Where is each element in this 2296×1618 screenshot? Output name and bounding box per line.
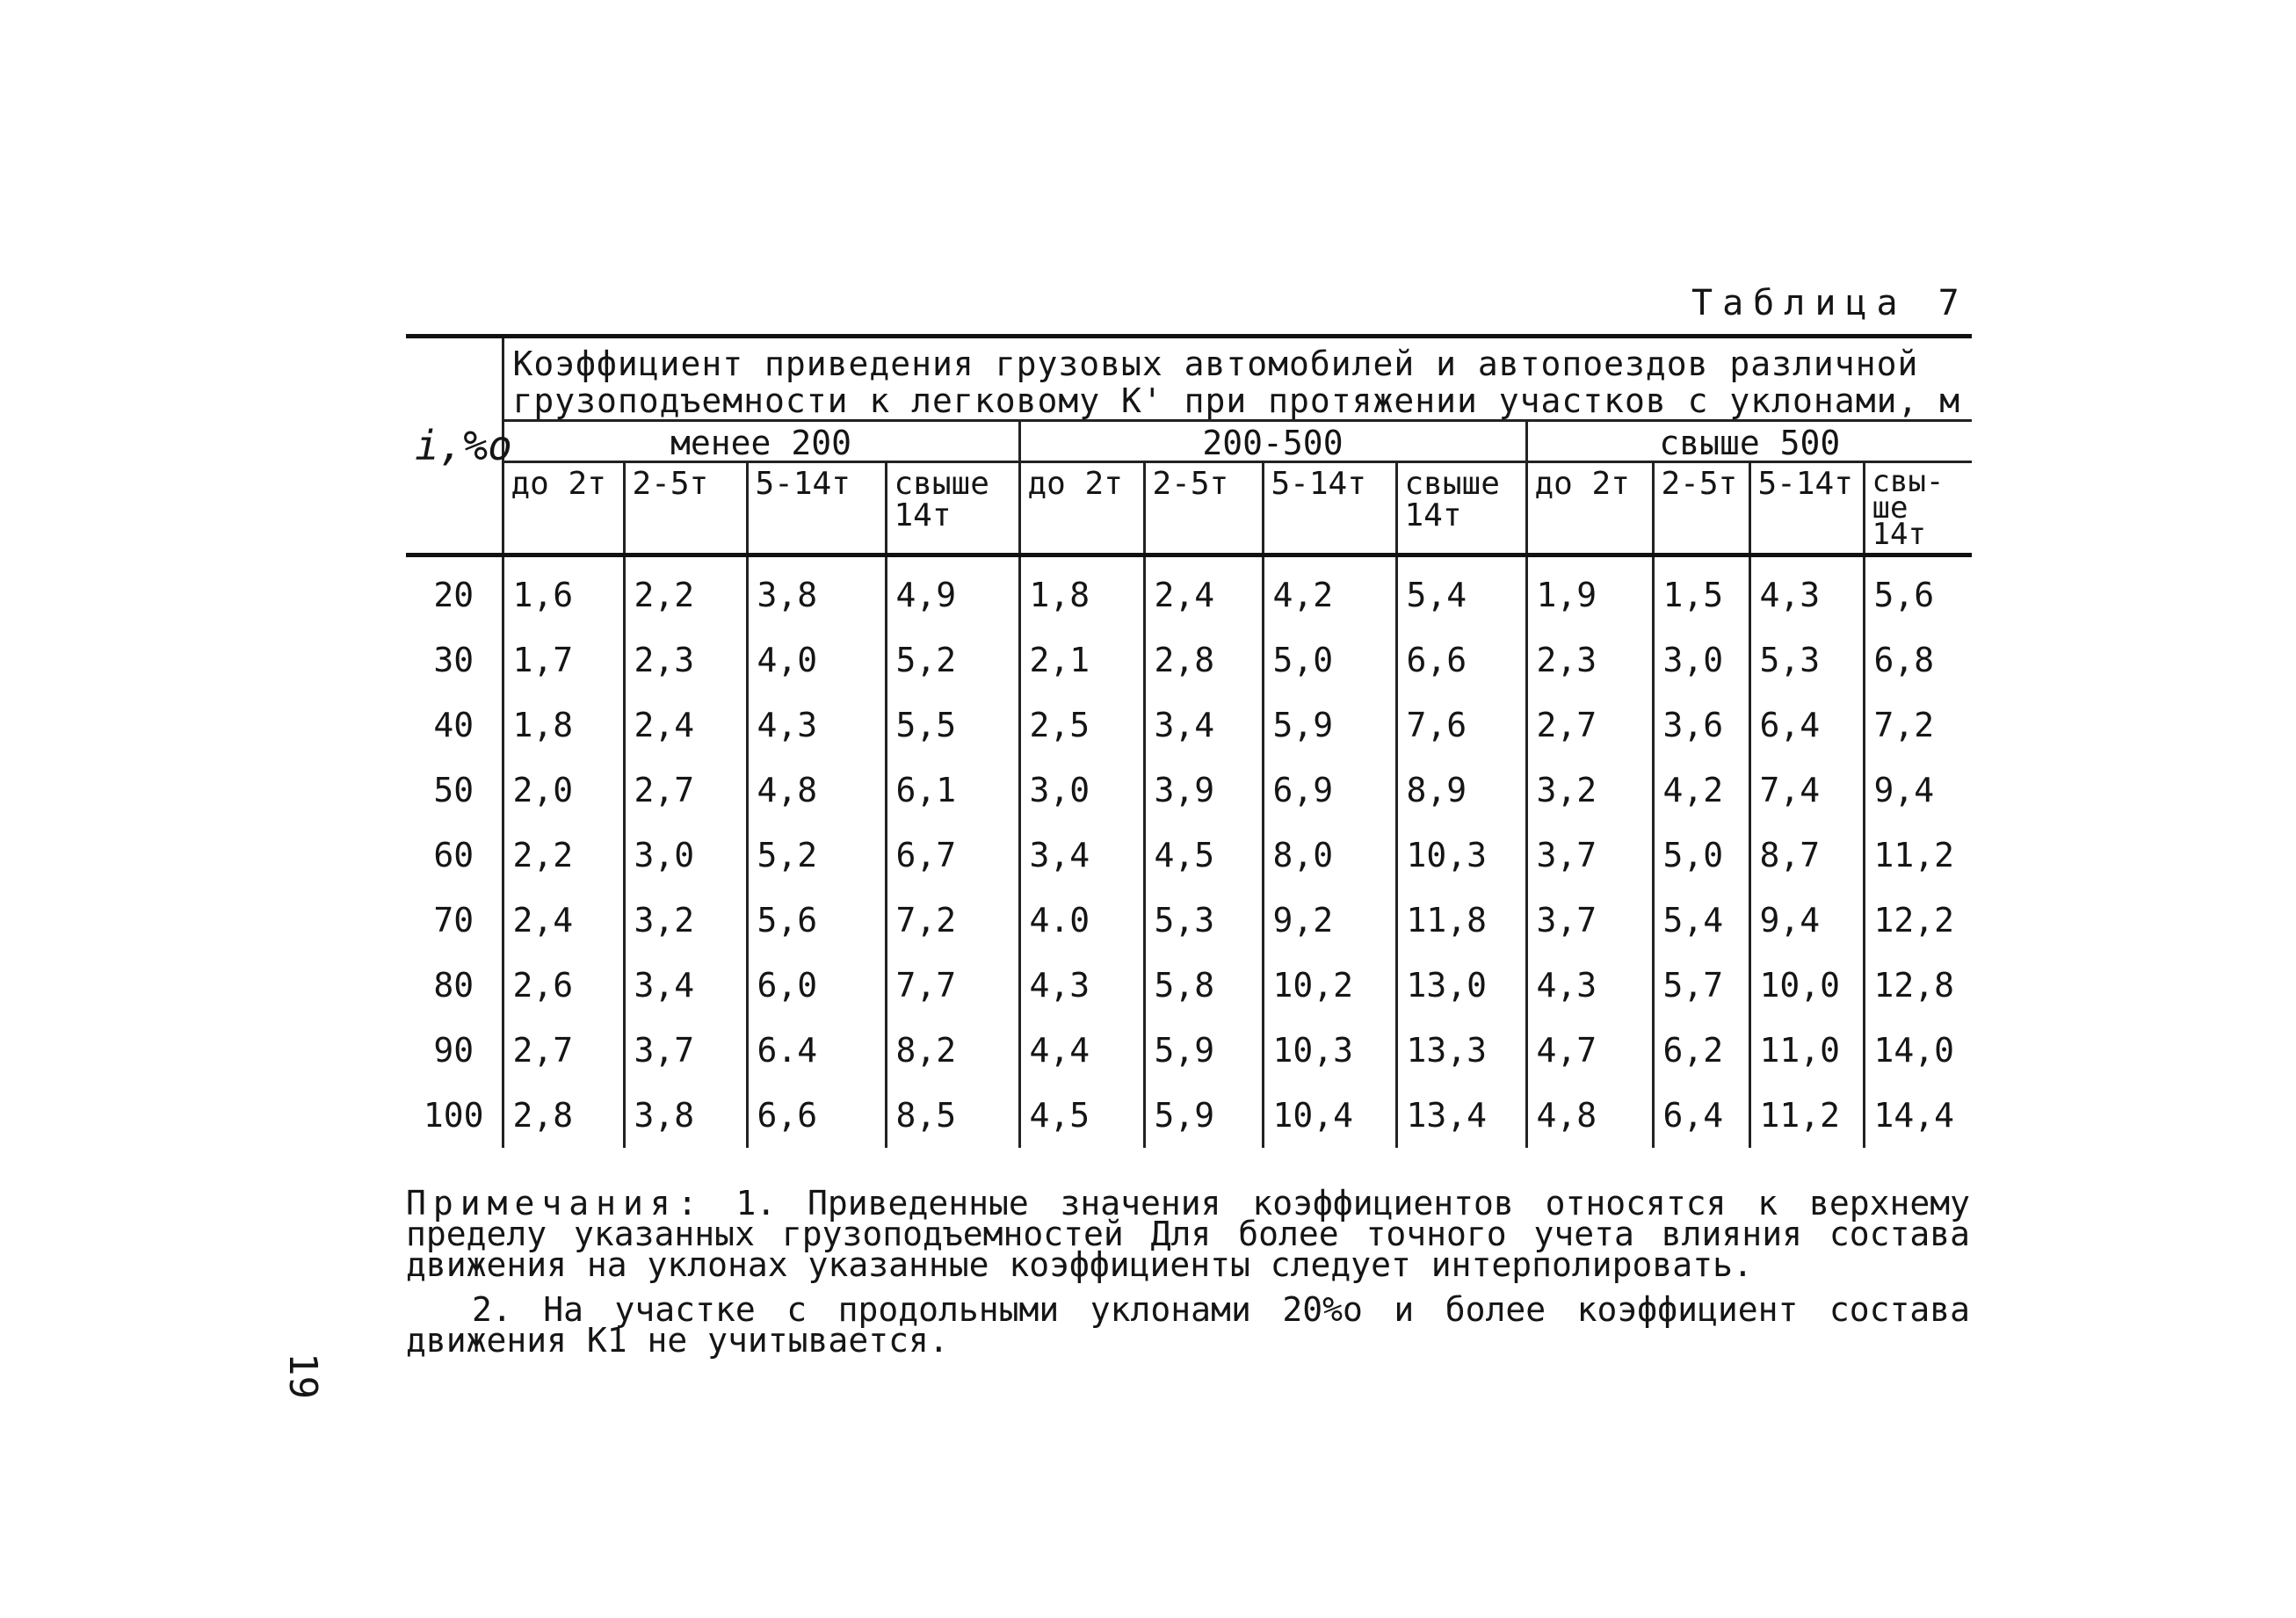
coefficient-cell: 4,5 — [1144, 823, 1263, 888]
coefficient-cell: 11,8 — [1396, 888, 1526, 953]
coefficient-cell: 5,5 — [886, 693, 1019, 758]
coefficient-cell: 4,3 — [1749, 555, 1864, 628]
table-row — [406, 555, 1972, 628]
coefficient-cell: 1,7 — [503, 628, 624, 693]
coefficient-cell: 5,9 — [1144, 1083, 1263, 1148]
note-2: 2. На участке с продольными уклонами 20%о и более коэффициент состава движения K1 не учитывается. — [406, 1290, 1970, 1360]
grade-cell: 60 — [433, 836, 474, 874]
coefficient-cell: 7,7 — [886, 953, 1019, 1018]
coefficient-cell: 10,2 — [1263, 953, 1396, 1018]
group-header: свыше 500 — [1526, 421, 1972, 462]
column-header: свы-ше 14т — [1864, 462, 1972, 555]
coefficient-cell: 12,8 — [1864, 953, 1972, 1018]
coefficient-cell: 3,0 — [624, 823, 747, 888]
coefficient-cell: 4,8 — [747, 758, 886, 823]
coefficient-cell: 5,3 — [1144, 888, 1263, 953]
coefficient-cell: 4,3 — [747, 693, 886, 758]
group-header: 200-500 — [1019, 421, 1526, 462]
coefficient-cell: 13,4 — [1396, 1083, 1526, 1148]
coefficient-cell: 2,2 — [503, 823, 624, 888]
coefficient-cell: 11,2 — [1864, 823, 1972, 888]
coefficient-cell: 2,4 — [503, 888, 624, 953]
coefficient-cell: 10,0 — [1749, 953, 1864, 1018]
coefficient-cell: 6,2 — [1653, 1018, 1749, 1083]
grade-cell: 50 — [433, 771, 474, 809]
coefficient-cell: 6,1 — [886, 758, 1019, 823]
coefficient-cell: 2,8 — [1144, 628, 1263, 693]
coefficient-cell: 4,9 — [886, 555, 1019, 628]
coefficient-cell: 8,2 — [886, 1018, 1019, 1083]
coefficient-cell: 2,3 — [1526, 628, 1653, 693]
table-caption: Таблица 7 — [1691, 283, 1969, 323]
coefficient-cell: 8,7 — [1749, 823, 1864, 888]
coefficient-cell: 4,2 — [1653, 758, 1749, 823]
coefficient-cell: 3,7 — [624, 1018, 747, 1083]
column-header: 5-14т — [1749, 462, 1864, 555]
coefficient-cell: 4,8 — [1526, 1083, 1653, 1148]
column-header: до 2т — [1019, 462, 1144, 555]
coefficient-cell: 5,0 — [1263, 628, 1396, 693]
table-row — [406, 953, 1972, 1018]
coefficient-cell: 7,2 — [1864, 693, 1972, 758]
grade-cell: 70 — [433, 901, 474, 940]
coefficient-table-wrapper — [406, 334, 1972, 1148]
table-body — [406, 555, 1972, 1149]
coefficient-cell: 4,5 — [1019, 1083, 1144, 1148]
coefficient-cell: 4,4 — [1019, 1018, 1144, 1083]
coefficient-cell: 6,8 — [1864, 628, 1972, 693]
coefficient-cell: 1,8 — [1019, 555, 1144, 628]
coefficient-cell: 10,3 — [1396, 823, 1526, 888]
coefficient-cell: 3,7 — [1526, 888, 1653, 953]
coefficient-cell: 2,4 — [624, 693, 747, 758]
coefficient-cell: 2,1 — [1019, 628, 1144, 693]
grade-cell: 80 — [433, 966, 474, 1005]
coefficient-cell: 6,4 — [1653, 1083, 1749, 1148]
coefficient-cell: 3,4 — [1144, 693, 1263, 758]
coefficient-cell: 2,7 — [624, 758, 747, 823]
coefficient-cell: 3,4 — [624, 953, 747, 1018]
coefficient-cell: 5,9 — [1144, 1018, 1263, 1083]
coefficient-cell: 10,3 — [1263, 1018, 1396, 1083]
coefficient-cell: 3,2 — [1526, 758, 1653, 823]
coefficient-cell: 11,0 — [1749, 1018, 1864, 1083]
coefficient-cell: 13,0 — [1396, 953, 1526, 1018]
coefficient-cell: 5,2 — [747, 823, 886, 888]
table-row — [406, 693, 1972, 758]
grade-cell: 40 — [433, 706, 474, 744]
column-header: до 2т — [1526, 462, 1653, 555]
coefficient-cell: 2,8 — [503, 1083, 624, 1148]
column-header: 5-14т — [1263, 462, 1396, 555]
column-header: свыше 14т — [1396, 462, 1526, 555]
grade-cell: 90 — [433, 1031, 474, 1070]
coefficient-cell: 5,8 — [1144, 953, 1263, 1018]
coefficient-cell: 5,4 — [1396, 555, 1526, 628]
coefficient-cell: 2,6 — [503, 953, 624, 1018]
coefficient-cell: 3,8 — [624, 1083, 747, 1148]
table-row — [406, 758, 1972, 823]
coefficient-cell: 8,9 — [1396, 758, 1526, 823]
coefficient-cell: 5,6 — [747, 888, 886, 953]
coefficient-cell: 7,6 — [1396, 693, 1526, 758]
grade-cell: 100 — [423, 1096, 484, 1135]
coefficient-cell: 4,0 — [747, 628, 886, 693]
coefficient-cell: 10,4 — [1263, 1083, 1396, 1148]
coefficient-cell: 9,2 — [1263, 888, 1396, 953]
coefficient-cell: 3,2 — [624, 888, 747, 953]
table-row — [406, 1083, 1972, 1148]
coefficient-cell: 3,0 — [1019, 758, 1144, 823]
column-header: 2-5т — [1653, 462, 1749, 555]
page-number: 19 — [279, 1353, 325, 1399]
coefficient-cell: 8,5 — [886, 1083, 1019, 1148]
coefficient-cell: 9,4 — [1864, 758, 1972, 823]
coefficient-cell: 3,9 — [1144, 758, 1263, 823]
coefficient-cell: 5,9 — [1263, 693, 1396, 758]
coefficient-cell: 3,0 — [1653, 628, 1749, 693]
coefficient-cell: 8,0 — [1263, 823, 1396, 888]
grade-cell: 20 — [433, 576, 474, 614]
coefficient-cell: 6,7 — [886, 823, 1019, 888]
coefficient-cell: 2,2 — [624, 555, 747, 628]
coefficient-cell: 11,2 — [1749, 1083, 1864, 1148]
grade-cell: 30 — [433, 641, 474, 679]
coefficient-cell: 6,6 — [1396, 628, 1526, 693]
coefficient-cell: 5,4 — [1653, 888, 1749, 953]
coefficient-cell: 3,4 — [1019, 823, 1144, 888]
column-header: 2-5т — [624, 462, 747, 555]
coefficient-cell: 1,6 — [503, 555, 624, 628]
coefficient-cell: 4,3 — [1526, 953, 1653, 1018]
coefficient-cell: 3,7 — [1526, 823, 1653, 888]
table-row — [406, 628, 1972, 693]
column-header: свыше 14т — [886, 462, 1019, 555]
coefficient-cell: 2,7 — [503, 1018, 624, 1083]
coefficient-cell: 1,5 — [1653, 555, 1749, 628]
note-1-text: 1. Приведенные значения коэффициентов относятся к верхнему пределу указанных грузоподъемностей Для более точного учета влияния состава движения на уклонах указанные коэффициенты следует интерполировать. — [406, 1184, 1970, 1284]
coefficient-cell: 9,4 — [1749, 888, 1864, 953]
column-header: до 2т — [503, 462, 624, 555]
coefficient-cell: 6,6 — [747, 1083, 886, 1148]
column-header: 2-5т — [1144, 462, 1263, 555]
table-row — [406, 823, 1972, 888]
notes — [406, 1184, 1970, 1360]
coefficient-cell: 2,0 — [503, 758, 624, 823]
coefficient-cell: 14,0 — [1864, 1018, 1972, 1083]
coefficient-table — [406, 334, 1972, 1148]
coefficient-cell: 5,2 — [886, 628, 1019, 693]
coefficient-cell: 1,9 — [1526, 555, 1653, 628]
coefficient-cell: 2,4 — [1144, 555, 1263, 628]
coefficient-cell: 6.4 — [747, 1018, 886, 1083]
coefficient-cell: 14,4 — [1864, 1083, 1972, 1148]
coefficient-cell: 5,7 — [1653, 953, 1749, 1018]
coefficient-cell: 12,2 — [1864, 888, 1972, 953]
coefficient-cell: 3,8 — [747, 555, 886, 628]
table-row — [406, 1018, 1972, 1083]
note-1 — [406, 1184, 1970, 1284]
table-title: Коэффициент приведения грузовых автомобилей и автопоездов различной грузоподъемности к легковому K' при протяжении участков с уклонами, м — [503, 337, 1972, 421]
coefficient-cell: 3,6 — [1653, 693, 1749, 758]
group-header: менее 200 — [503, 421, 1019, 462]
coefficient-cell: 4,2 — [1263, 555, 1396, 628]
coefficient-cell: 2,5 — [1019, 693, 1144, 758]
notes-label: Примечания: — [406, 1184, 705, 1223]
coefficient-cell: 5,0 — [1653, 823, 1749, 888]
coefficient-cell: 4,7 — [1526, 1018, 1653, 1083]
coefficient-cell: 2,3 — [624, 628, 747, 693]
coefficient-cell: 6,0 — [747, 953, 886, 1018]
coefficient-cell: 1,8 — [503, 693, 624, 758]
coefficient-cell: 7,2 — [886, 888, 1019, 953]
coefficient-cell: 7,4 — [1749, 758, 1864, 823]
coefficient-cell: 6,9 — [1263, 758, 1396, 823]
coefficient-cell: 5,3 — [1749, 628, 1864, 693]
coefficient-cell: 6,4 — [1749, 693, 1864, 758]
coefficient-cell: 13,3 — [1396, 1018, 1526, 1083]
coefficient-cell: 4.0 — [1019, 888, 1144, 953]
column-header: 5-14т — [747, 462, 886, 555]
stub-header: i,%o — [406, 337, 503, 555]
coefficient-cell: 2,7 — [1526, 693, 1653, 758]
table-row — [406, 888, 1972, 953]
coefficient-cell: 5,6 — [1864, 555, 1972, 628]
coefficient-cell: 4,3 — [1019, 953, 1144, 1018]
